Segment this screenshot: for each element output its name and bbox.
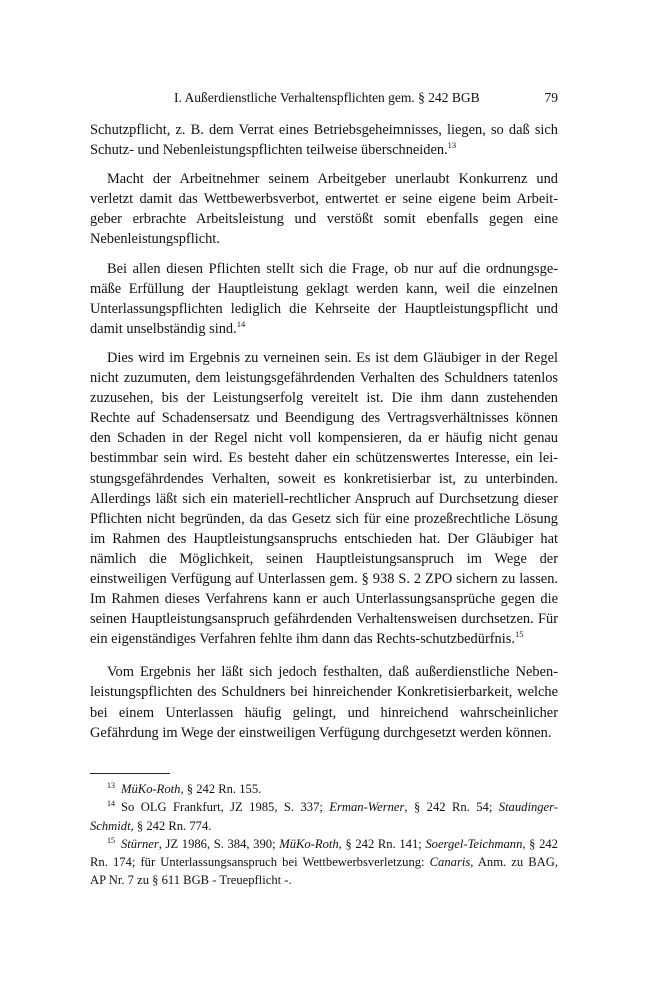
footnote-number: 13	[107, 781, 115, 790]
footnote-citation-author: MüKo-Roth	[279, 836, 339, 851]
footnote-text: , § 242 Rn. 774.	[130, 818, 212, 833]
footnote	[90, 835, 558, 890]
footnote-text: So OLG Frankfurt, JZ 1985, S. 337;	[121, 800, 330, 815]
footnote-text: , § 242 Rn. 174; für Unterlassungsanspruch bei Wettbewerbsverletzung:	[90, 836, 558, 870]
footnote	[90, 798, 558, 835]
footnote-citation-author: Canaris	[429, 855, 471, 870]
footnote-text: , § 242 Rn. 155.	[180, 782, 262, 796]
page-number: 79	[544, 90, 558, 105]
footnote-number: 15	[107, 835, 115, 845]
footnote-citation-author: Stürner	[121, 836, 159, 851]
footnote-reference: 15	[514, 629, 524, 640]
footnote-text: , Anm. zu BAG, AP Nr. 7 zu § 611 BGB - Treuepflicht -.	[90, 855, 558, 888]
footnote	[90, 780, 558, 798]
footnote-text: , JZ 1986, S. 384, 390;	[158, 836, 280, 851]
footnote-citation-author: MüKo-Roth	[121, 782, 181, 796]
running-title: I. Außerdienstliche Verhaltenspflichten gem. § 242 BGB	[174, 90, 480, 105]
footnote-reference: 13	[447, 140, 457, 151]
paragraph: Vom Ergebnis her läßt sich jedoch festhalten, daß außerdienstliche Neben-leistungspflichten des Schuldners bei hinreichender Konkretisierbarkeit, welche bei einem Unterlassen häufig gelingt, und hinreichend wahrscheinlicher Gefährdung im Wege der einstweiligen Verfügung durchgesetzt werden können.	[90, 664, 558, 741]
footnote-citation-author: Erman-Werner	[329, 800, 405, 815]
paragraph: Bei allen diesen Pflichten stellt sich die Frage, ob nur auf die ordnungsge-mäße Erfüllung der Hauptleistung geklagt werden kann, weil die einzelnen Unterlassungspflichten lediglich die Kehrseite der Hauptleistungspflicht und damit unselbständig sind.$^{14}$	[90, 260, 558, 337]
footnote-text: , § 242 Rn. 54;	[404, 800, 499, 815]
footnote-reference: 14	[236, 318, 246, 329]
paragraph: Dies wird im Ergebnis zu verneinen sein. Es ist dem Gläubiger in der Regel nicht zuzumuten, dem leistungsgefährdenden Verhalten des Schuldners tatenlos zuzusehen, bis der Leistungserfolg vereitelt ist. Die ihm dann zustehenden Rechte auf Schadensersatz und Beendigung des Vertragsverhältnisses können den Schaden in der Regel nicht voll kompensieren, da er häufig nicht genau bestimmbar sein wird. Es besteht daher ein schützenswertes Interesse, ein lei-stungsgefährdendes Verhalten, soweit es konkretisierbar ist, zu unterbinden. Allerdings läßt sich ein materiell-rechtlicher Anspruch auf Durchsetzung dieser Pflichten nicht begründen, da das Gesetz sich für eine prozeßrechtliche Lösung im Rahmen des Hauptleistungsanspruchs entschieden hat. Der Gläubiger hat nämlich die Möglichkeit, seinen Hauptleistungsanspruch im Wege der einstweiligen Verfügung auf Unterlassen gem. § 938 S. 2 ZPO sichern zu lassen. Im Rahmen dieses Verfahrens kann er auch Unterlassungsansprüche gegen die seinen Hauptleistungsanspruch gefährdenden Verhaltensweisen durchsetzen. Für ein eigenständiges Verfahren fehlte ihm dann das Rechts-schutzbedürfnis.$^{15}$	[90, 349, 558, 648]
footnote-separator	[90, 773, 170, 774]
paragraph: Macht der Arbeitnehmer seinem Arbeitgeber unerlaubt Konkurrenz und verletzt damit das Wettbewerbsverbot, entwertet er seine eigene beim Arbeit-geber erbrachte Arbeitsleistung und verstößt somit ebenfalls gegen eine Nebenleistungspflicht.	[90, 171, 558, 248]
footnote-citation-author: Staudinger-Schmidt	[90, 800, 558, 833]
footnote-text: , § 242 Rn. 141;	[338, 836, 426, 851]
paragraph: Schutzpflicht, z. B. dem Verrat eines Betriebsgeheimnisses, liegen, so daß sich Schutz- und Nebenleistungspflichten teilweise überschneiden.$^{13}$	[90, 122, 558, 159]
footnote-number: 14	[107, 799, 115, 809]
footnotes	[90, 780, 558, 890]
footnote-citation-author: Soergel-Teichmann	[425, 836, 523, 851]
body-text	[90, 120, 558, 743]
